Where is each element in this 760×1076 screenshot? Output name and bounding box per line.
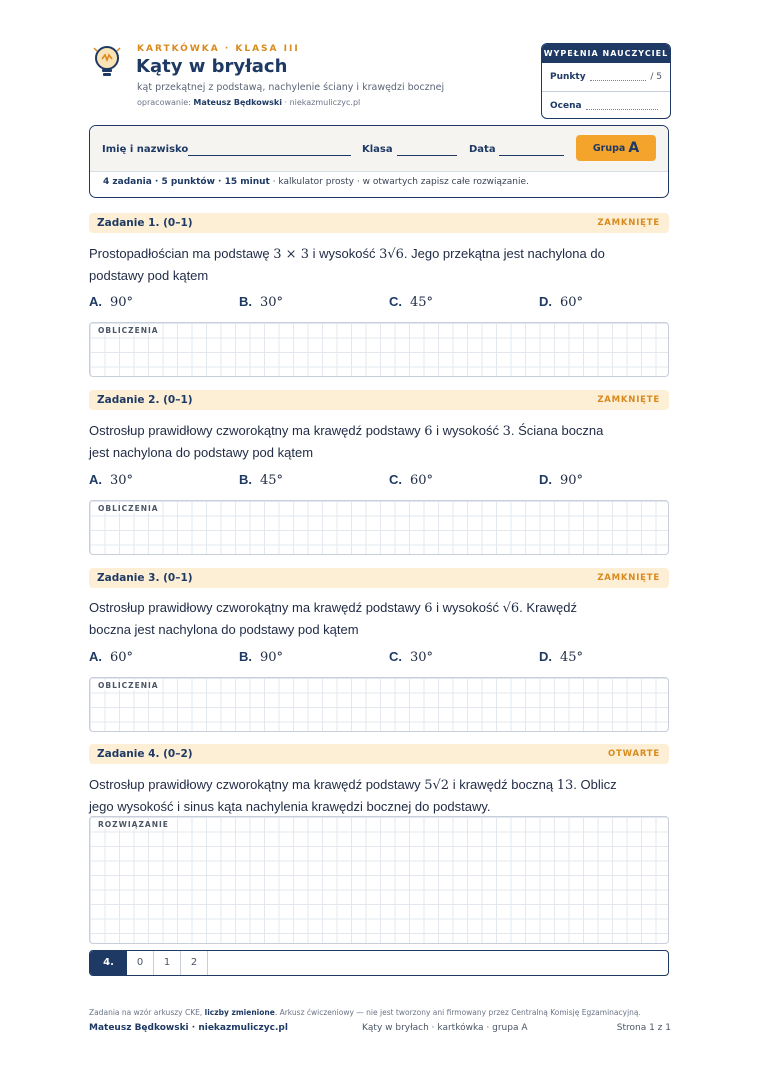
task-2-header (89, 390, 669, 410)
task-3-type: ZAMKNIĘTE (597, 573, 660, 583)
task-3-answer-b[interactable] (239, 649, 283, 665)
name-field[interactable] (188, 155, 351, 156)
task-1-text: i wysokość (308, 246, 380, 261)
work-area-label: OBLICZENIA (98, 681, 159, 690)
points-max: / 5 (650, 72, 662, 82)
answer-value: 45° (410, 295, 434, 310)
task-2-text: . Ściana boczna (510, 423, 604, 438)
answer-value: 30° (260, 295, 284, 310)
answer-key: B. (239, 649, 252, 664)
task-4-math: 13 (556, 778, 574, 793)
student-info-box (89, 125, 669, 198)
task-4-text: jego wysokość i sinus kąta nachylenia krawędzi bocznej do podstawy. (89, 799, 491, 814)
answer-value: 60° (110, 650, 134, 665)
answer-key: B. (239, 294, 252, 309)
answer-key: A. (89, 294, 102, 309)
class-field[interactable] (397, 155, 457, 156)
task-3-text: boczna jest nachylona do podstawy pod kątem (89, 622, 359, 637)
author-prefix: opracowanie: (137, 98, 194, 107)
points-row (542, 63, 670, 91)
answer-value: 90° (560, 473, 584, 488)
task-3-label: Zadanie 3. (0–1) (97, 572, 193, 584)
task-1-answer-c[interactable] (389, 294, 433, 310)
worksheet-kicker: KARTKÓWKA · KLASA III (137, 44, 300, 54)
answer-value: 60° (560, 295, 584, 310)
answer-value: 30° (110, 473, 134, 488)
test-info-rest: · kalkulator prosty · w otwartych zapisz całe rozwiązanie. (269, 177, 529, 187)
answer-key: C. (389, 649, 402, 664)
task-2-label: Zadanie 2. (0–1) (97, 394, 193, 406)
answer-key: D. (539, 649, 552, 664)
task-3-text: Ostrosłup prawidłowy czworokątny ma krawędź podstawy (89, 600, 425, 615)
task-1-label: Zadanie 1. (0–1) (97, 217, 193, 229)
task-4-text: . Oblicz (573, 777, 617, 792)
task-1-text: Prostopadłościan ma podstawę (89, 246, 274, 261)
grade-field[interactable] (586, 102, 658, 110)
author-line (137, 98, 360, 107)
work-area-label: ROZWIĄZANIE (98, 820, 169, 829)
task-1-math: 3 × 3 (273, 247, 309, 262)
footer-author: Mateusz Będkowski · niekazmuliczyc.pl (89, 1023, 288, 1033)
group-letter: A (628, 140, 640, 156)
task-4-points-strip (89, 950, 669, 976)
task-3-question (89, 597, 669, 640)
task-1-answer-b[interactable] (239, 294, 283, 310)
points-option-0[interactable]: 0 (127, 951, 154, 975)
task-2-type: ZAMKNIĘTE (597, 395, 660, 405)
group-label: Grupa (592, 143, 626, 154)
answer-value: 45° (560, 650, 584, 665)
answer-value: 90° (110, 295, 134, 310)
task-3-answer-d[interactable] (539, 649, 583, 665)
task-2-answer-d[interactable] (539, 472, 583, 488)
answer-value: 45° (260, 473, 284, 488)
task-3-text: . Krawędź (519, 600, 577, 615)
test-info (90, 172, 668, 192)
answer-key: C. (389, 294, 402, 309)
task-4-question (89, 774, 669, 817)
answer-value: 90° (260, 650, 284, 665)
answer-key: D. (539, 294, 552, 309)
footer-page-number: Strona 1 z 1 (616, 1023, 671, 1033)
task-3-header (89, 568, 669, 588)
task-1-type: ZAMKNIĘTE (597, 218, 660, 228)
answer-value: 30° (410, 650, 434, 665)
points-option-1[interactable]: 1 (154, 951, 181, 975)
task-4-text: i krawędź boczną (449, 777, 557, 792)
task-1-answer-a[interactable] (89, 294, 133, 310)
answer-key: B. (239, 472, 252, 487)
task-2-question (89, 420, 669, 463)
work-area-label: OBLICZENIA (98, 504, 159, 513)
answer-value: 60° (410, 473, 434, 488)
footer-note-text: . Arkusz ćwiczeniowy — nie jest tworzony ani firmowany przez Centralną Komisję Egzaminacyjną. (274, 1008, 641, 1017)
task-1-math: 3√6 (379, 247, 404, 262)
task-2-answer-a[interactable] (89, 472, 133, 488)
task-2-text: jest nachylona do podstawy pod kątem (89, 445, 314, 460)
work-area-label: OBLICZENIA (98, 326, 159, 335)
author-name: Mateusz Będkowski (193, 98, 282, 107)
task-4-solution-area[interactable] (89, 816, 669, 944)
task-1-answer-d[interactable] (539, 294, 583, 310)
footer-note-text: Zadania na wzór arkuszy CKE, (89, 1008, 205, 1017)
task-2-text: Ostrosłup prawidłowy czworokątny ma krawędź podstawy (89, 423, 425, 438)
task-4-text: Ostrosłup prawidłowy czworokątny ma krawędź podstawy (89, 777, 425, 792)
task-1-question (89, 243, 669, 286)
task-2-math: 3 (502, 424, 511, 439)
points-option-2[interactable]: 2 (181, 951, 208, 975)
answer-key: D. (539, 472, 552, 487)
answer-key: A. (89, 649, 102, 664)
task-3-work-area[interactable] (89, 677, 669, 732)
group-badge (576, 135, 656, 161)
points-field[interactable] (590, 73, 647, 81)
grade-label: Ocena (550, 100, 582, 111)
date-label: Data (469, 144, 496, 155)
task-2-answer-b[interactable] (239, 472, 283, 488)
task-2-answer-c[interactable] (389, 472, 433, 488)
grade-row (542, 91, 670, 119)
task-2-math: 6 (424, 424, 433, 439)
footer-title: Kąty w bryłach · kartkówka · grupa A (362, 1023, 528, 1033)
task-1-work-area[interactable] (89, 322, 669, 377)
task-3-text: i wysokość (432, 600, 503, 615)
footer-note-bold: liczby zmienione (204, 1008, 275, 1017)
date-field[interactable] (499, 155, 564, 156)
task-4-math: 5√2 (424, 778, 450, 793)
task-4-header (89, 744, 669, 764)
author-site: · niekazmuliczyc.pl (281, 98, 361, 107)
lightbulb-logo-icon (91, 44, 123, 80)
page-subtitle: kąt przekątnej z podstawą, nachylenie ściany i krawędzi bocznej (137, 82, 445, 93)
answer-key: C. (389, 472, 402, 487)
task-3-math: 6 (424, 601, 433, 616)
points-task-number: 4. (90, 951, 127, 975)
class-label: Klasa (362, 144, 393, 155)
test-info-summary: 4 zadania · 5 punktów · 15 minut (103, 177, 270, 187)
task-2-text: i wysokość (432, 423, 503, 438)
task-3-answer-a[interactable] (89, 649, 133, 665)
name-label: Imię i nazwisko (102, 144, 189, 155)
task-1-text: podstawy pod kątem (89, 268, 209, 283)
task-2-work-area[interactable] (89, 500, 669, 555)
teacher-box (541, 43, 671, 119)
task-1-text: . Jego przekątna jest nachylona do (403, 246, 605, 261)
points-label: Punkty (550, 72, 586, 82)
task-4-label: Zadanie 4. (0–2) (97, 748, 193, 760)
task-3-math: √6 (502, 601, 520, 616)
footer-note (89, 1008, 641, 1017)
task-1-header (89, 213, 669, 233)
page-title: Kąty w bryłach (136, 56, 288, 77)
task-3-answer-c[interactable] (389, 649, 433, 665)
task-4-type: OTWARTE (608, 749, 660, 759)
answer-key: A. (89, 472, 102, 487)
teacher-box-heading: WYPEŁNIA NAUCZYCIEL (542, 44, 670, 63)
